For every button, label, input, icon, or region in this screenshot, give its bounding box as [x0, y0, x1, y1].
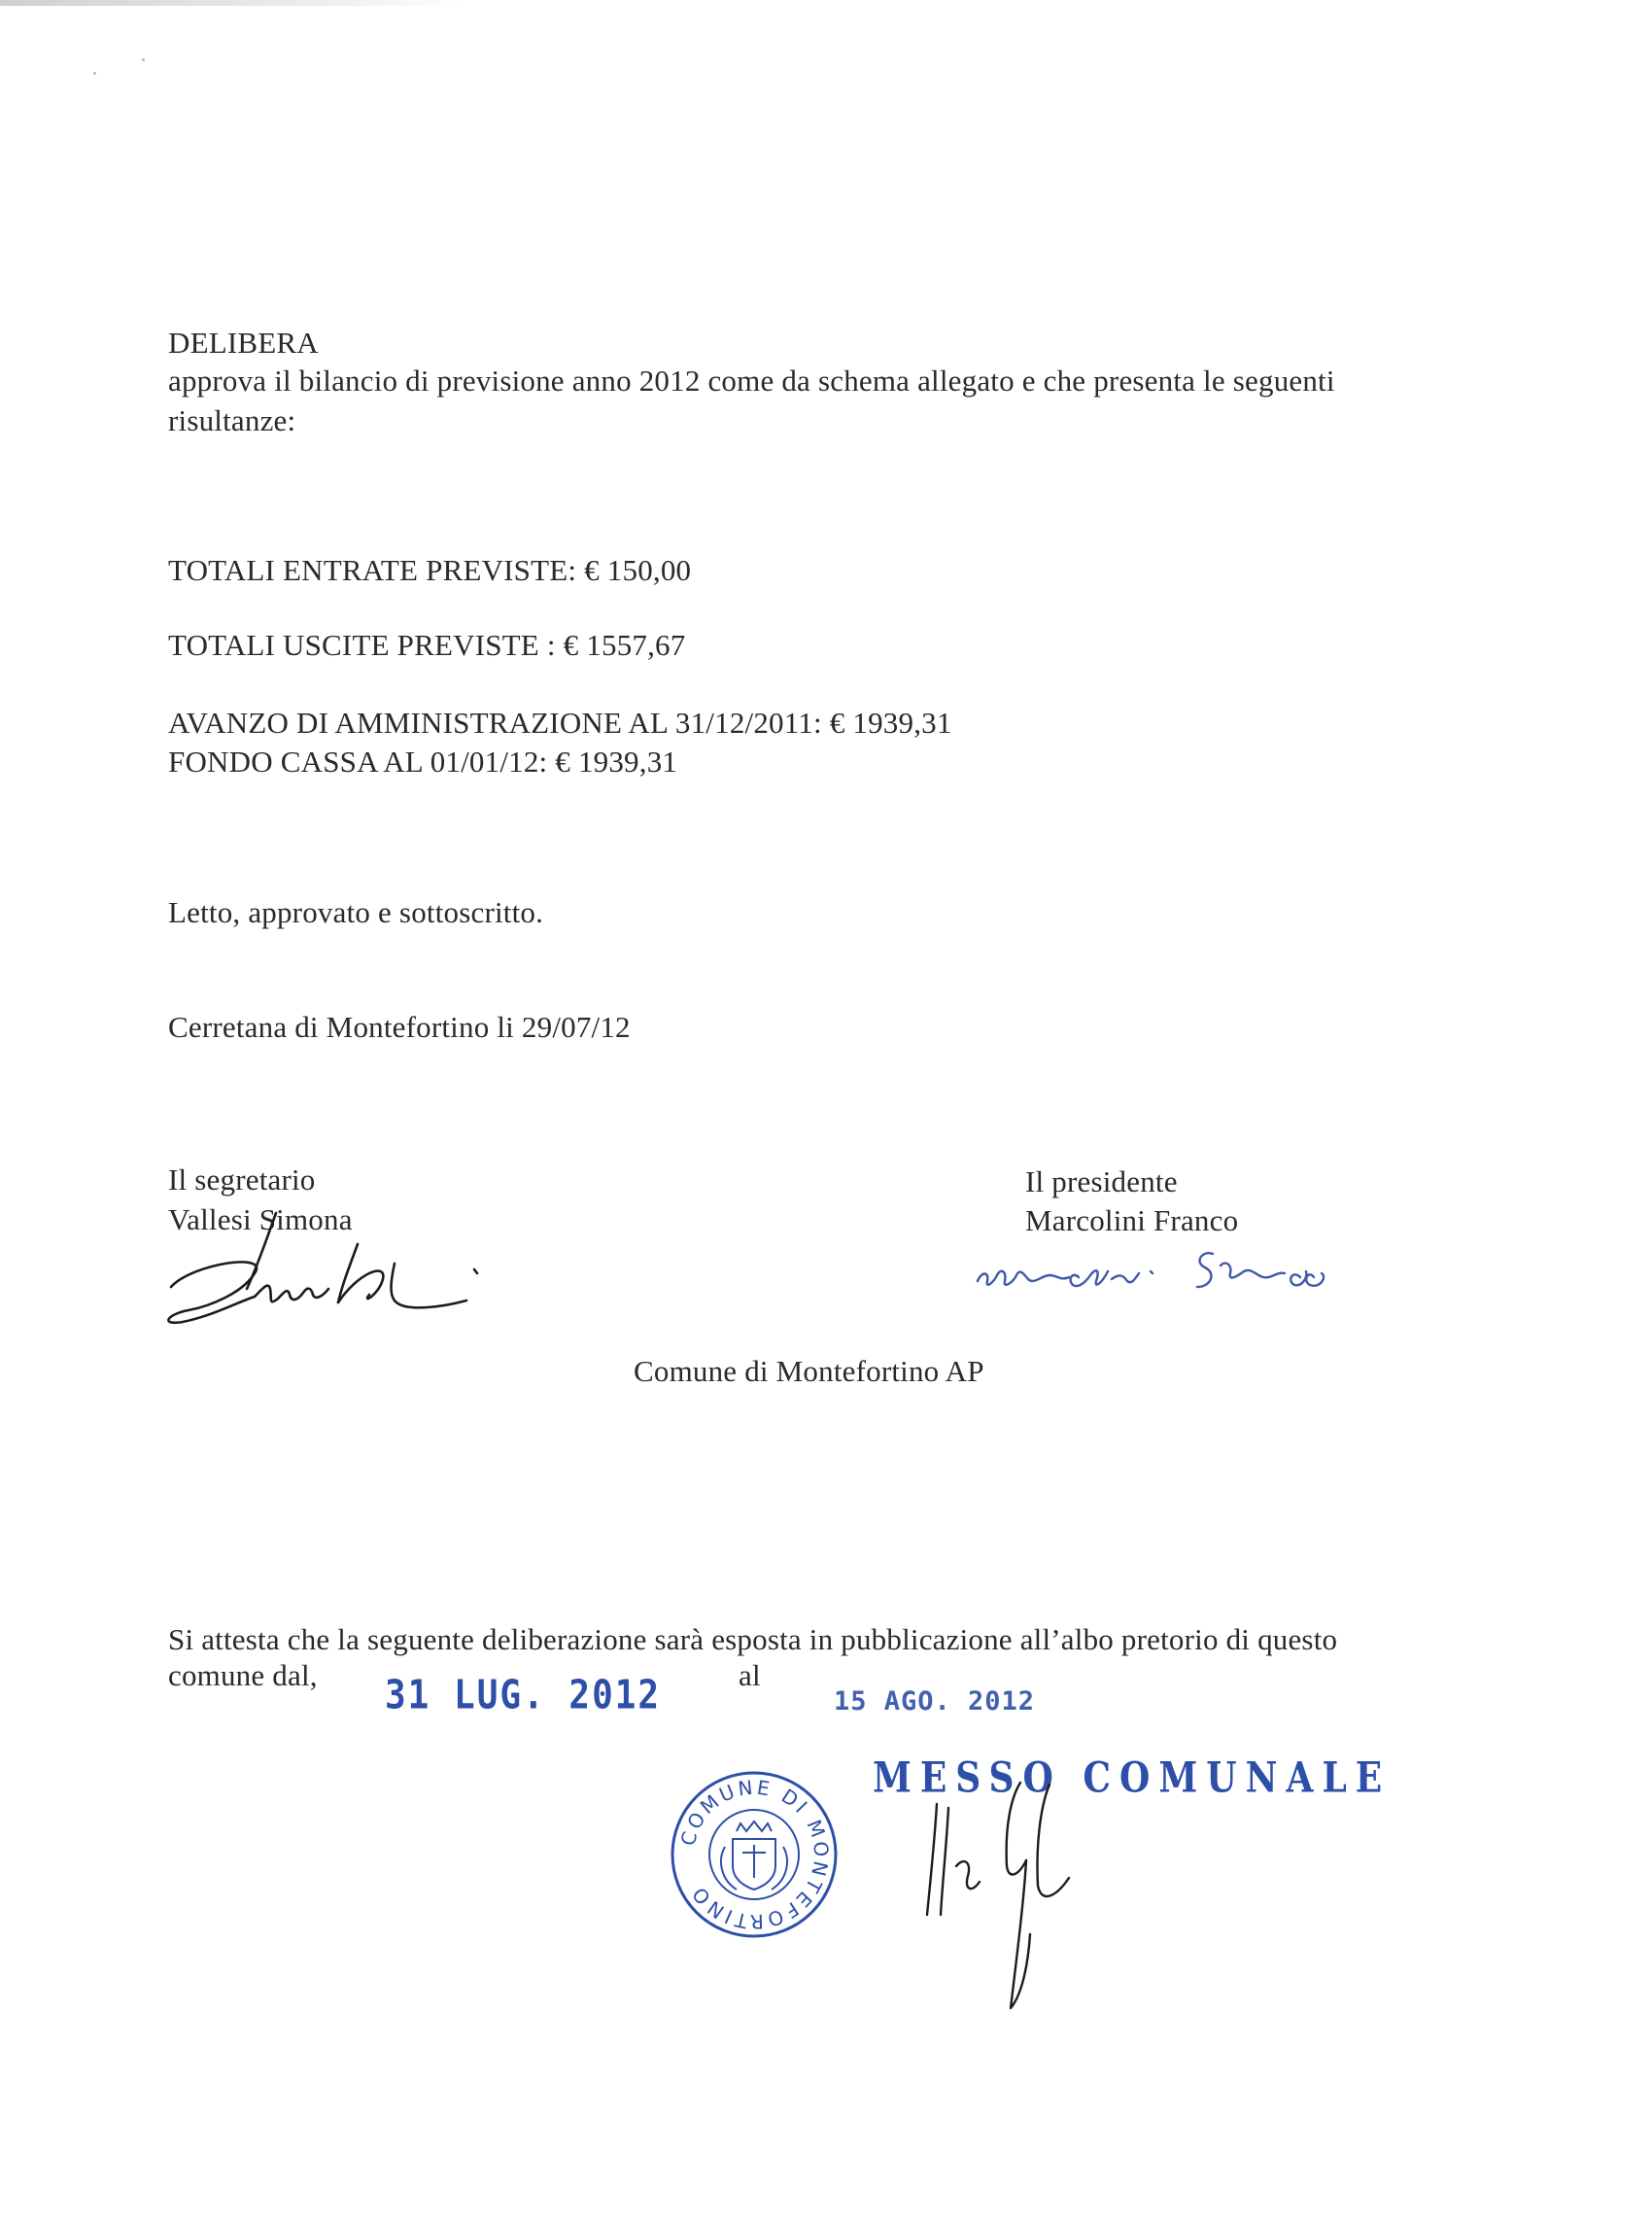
- seal-text: COMUNE DI MONTEFORTINO: [675, 1775, 834, 1934]
- secretary-name: Vallesi Simona: [168, 1202, 353, 1236]
- publication-end-date-stamp: 15 AGO. 2012: [834, 1686, 1036, 1717]
- secretary-signature: [154, 1205, 484, 1351]
- attestation-line-1: Si attesta che la seguente deliberazione sarà esposta in pubblicazione all’albo pretorio di questo: [168, 1622, 1338, 1656]
- place-and-date: Cerretana di Montefortino li 29/07/12: [168, 1010, 631, 1044]
- municipality-name: Comune di Montefortino AP: [634, 1354, 984, 1388]
- approval-statement: Letto, approvato e sottoscritto.: [168, 895, 544, 929]
- fondo-cassa: FONDO CASSA AL 01/01/12: € 1939,31: [168, 745, 678, 779]
- scan-speck: [93, 72, 96, 75]
- intro-line-2: risultanze:: [168, 403, 296, 437]
- total-uscite: TOTALI USCITE PREVISTE : € 1557,67: [168, 628, 686, 662]
- document-heading: DELIBERA: [168, 326, 319, 360]
- messo-comunale-stamp: MESSO COMUNALE: [873, 1752, 1392, 1803]
- attestation-line-2-al: al: [739, 1658, 761, 1692]
- scan-speck: [142, 58, 145, 61]
- avanzo-amministrazione: AVANZO DI AMMINISTRAZIONE AL 31/12/2011: € 1939,31: [168, 706, 952, 740]
- secretary-role: Il segretario: [168, 1162, 316, 1197]
- municipal-seal: [669, 1769, 840, 1940]
- president-signature: [972, 1232, 1380, 1310]
- intro-line-1: approva il bilancio di previsione anno 2012 come da schema allegato e che presenta le seguenti: [168, 364, 1335, 398]
- scan-edge-artifact: [0, 0, 466, 6]
- president-role: Il presidente: [1025, 1164, 1178, 1198]
- attestation-line-2-start: comune dal,: [168, 1658, 318, 1692]
- total-entrate: TOTALI ENTRATE PREVISTE: € 150,00: [168, 553, 692, 587]
- president-name: Marcolini Franco: [1025, 1203, 1239, 1237]
- publication-start-date-stamp: 31 LUG. 2012: [385, 1672, 662, 1719]
- messo-signature: [913, 1769, 1127, 2022]
